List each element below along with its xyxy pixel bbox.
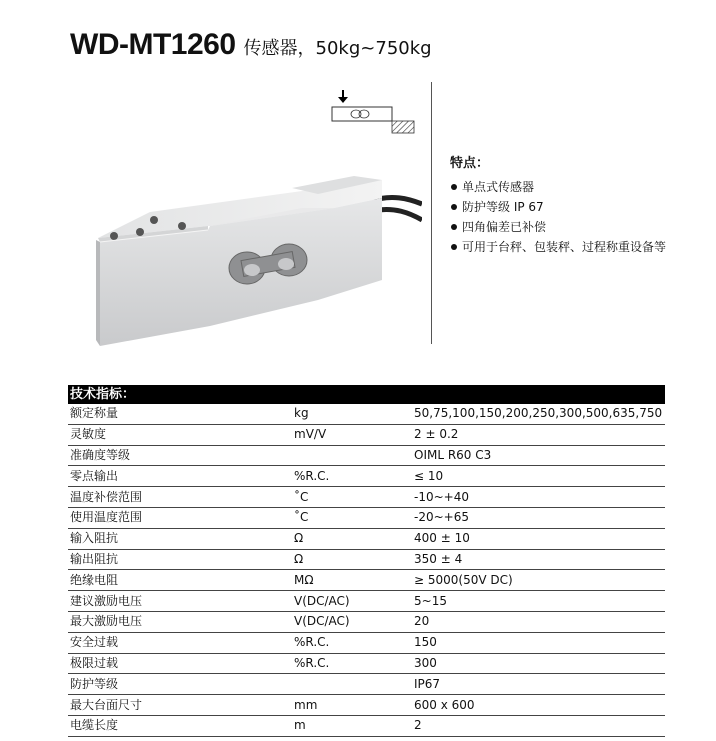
spec-value: 300 [412,653,665,674]
table-row [68,695,665,716]
spec-value: OIML R60 C3 [412,445,665,466]
spec-unit: V(DC/AC) [292,591,412,612]
spec-unit: mV/V [292,424,412,445]
table-row [68,424,665,445]
down-arrow-load-icon [338,90,348,103]
table-row [68,611,665,632]
feature-item: 可用于台秤、包装秤、过程称重设备等 [450,237,666,257]
table-row [68,570,665,591]
mounting-diagram [328,88,418,138]
spec-param: 输出阻抗 [68,549,292,570]
spec-unit: V(DC/AC) [292,611,412,632]
spec-value: 400 ± 10 [412,528,665,549]
spec-unit: m [292,715,412,736]
spec-title: 技术指标： [68,385,665,404]
spec-unit: %R.C. [292,632,412,653]
spec-value: 350 ± 4 [412,549,665,570]
spec-value: 50,75,100,150,200,250,300,500,635,750 [412,404,665,424]
spec-unit [292,674,412,695]
table-row [68,507,665,528]
table-row [68,445,665,466]
spec-value: ≤ 10 [412,466,665,487]
spec-unit: %R.C. [292,466,412,487]
features-section [450,152,666,257]
spec-unit: Ω [292,528,412,549]
page-title [70,28,432,62]
load-cell-photo [92,170,422,350]
spec-param: 安全过载 [68,632,292,653]
spec-unit: kg [292,404,412,424]
spec-param: 最大激励电压 [68,611,292,632]
spec-param: 准确度等级 [68,445,292,466]
spec-param: 输入阻抗 [68,528,292,549]
spec-param: 绝缘电阻 [68,570,292,591]
table-row [68,404,665,424]
spec-param: 极限过载 [68,653,292,674]
model-name: WD-MT1260 [70,28,236,61]
features-list [450,177,666,257]
table-row [68,674,665,695]
spec-unit: ˚C [292,507,412,528]
features-title: 特点： [450,156,490,171]
table-row [68,632,665,653]
table-row [68,528,665,549]
title-subtitle: 传感器，50kg~750kg [243,38,432,59]
spec-param: 额定称量 [68,404,292,424]
spec-unit: mm [292,695,412,716]
spec-value: ≥ 5000(50V DC) [412,570,665,591]
table-row [68,653,665,674]
spec-value: 2 [412,715,665,736]
spec-value: 5~15 [412,591,665,612]
spec-param: 温度补偿范围 [68,487,292,508]
spec-value: IP67 [412,674,665,695]
feature-item: 单点式传感器 [450,177,666,197]
table-row [68,549,665,570]
spec-unit: Ω [292,549,412,570]
table-row [68,715,665,736]
table-row [68,487,665,508]
spec-value: 150 [412,632,665,653]
spec-param: 最大台面尺寸 [68,695,292,716]
table-row [68,591,665,612]
spec-param: 建议激励电压 [68,591,292,612]
spec-section [68,385,665,737]
spec-param: 零点输出 [68,466,292,487]
table-row [68,466,665,487]
spec-unit: %R.C. [292,653,412,674]
spec-unit [292,445,412,466]
spec-value: 2 ± 0.2 [412,424,665,445]
spec-value: -10~+40 [412,487,665,508]
spec-value: -20~+65 [412,507,665,528]
spec-param: 防护等级 [68,674,292,695]
spec-unit: ˚C [292,487,412,508]
spec-param: 电缆长度 [68,715,292,736]
spec-table [68,404,665,737]
spec-param: 使用温度范围 [68,507,292,528]
feature-item: 防护等级 IP 67 [450,197,666,217]
spec-param: 灵敏度 [68,424,292,445]
feature-item: 四角偏差已补偿 [450,217,666,237]
spec-unit: MΩ [292,570,412,591]
spec-value: 20 [412,611,665,632]
spec-value: 600 x 600 [412,695,665,716]
divider-line [431,82,432,344]
